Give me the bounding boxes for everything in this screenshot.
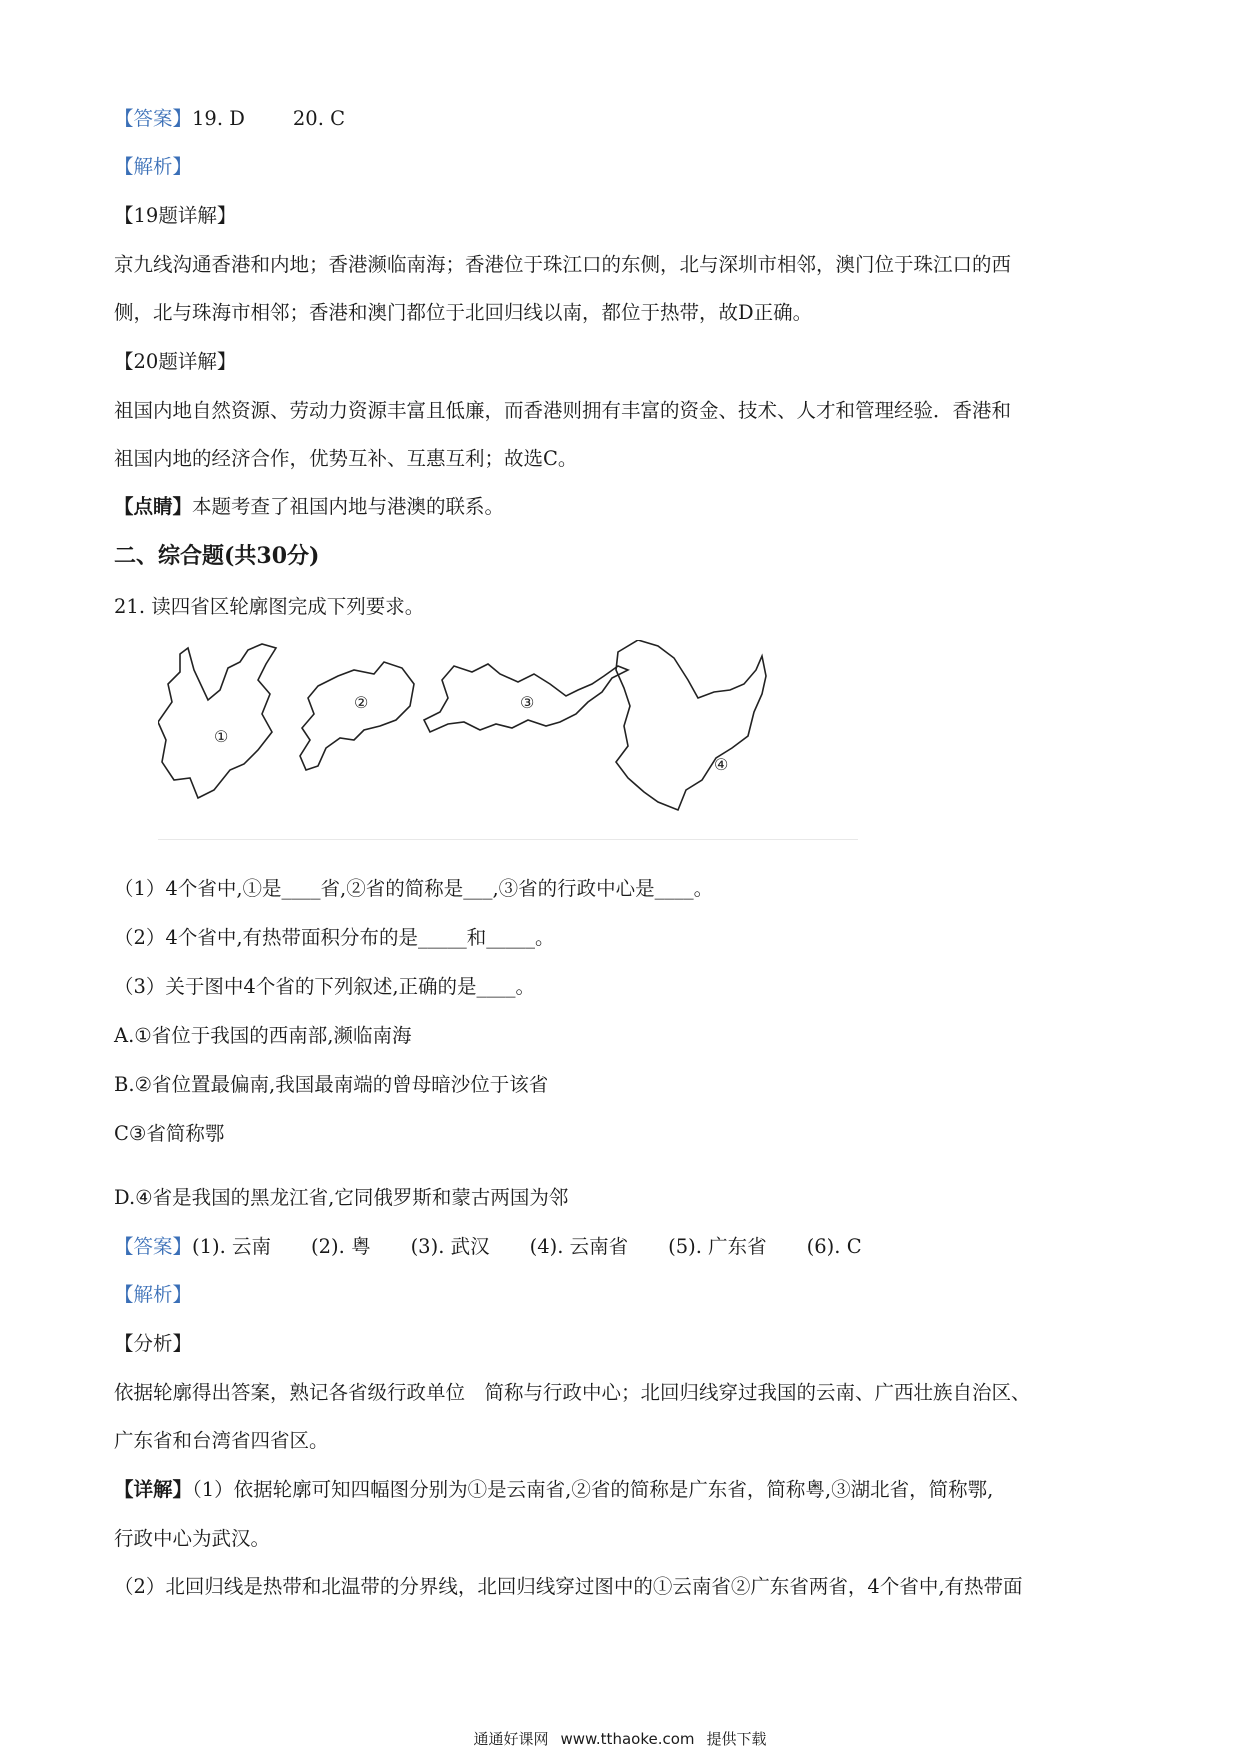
- page-footer: [0, 1728, 1240, 1749]
- analysis-tag: 【解析】: [114, 155, 193, 178]
- q19-text-2: 侧，北与珠海市相邻；香港和澳门都位于北回归线以南，都位于热带，故D正确。: [114, 301, 813, 324]
- q21-option-c: C③省简称鄂: [114, 1122, 225, 1145]
- point-text: 本题考查了祖国内地与港澳的联系。: [192, 495, 505, 518]
- map-label-3: ③: [520, 693, 535, 712]
- q20-text-2: 祖国内地的经济合作，优势互补、互惠互利；故选C。: [114, 447, 578, 470]
- q21-analysis-2: 广东省和台湾省四省区。: [114, 1429, 329, 1452]
- q21-answer-3: (3). 武汉: [410, 1235, 490, 1258]
- province-outline-map: [158, 640, 858, 840]
- province-outline-1: [158, 644, 276, 798]
- footer-note: 提供下载: [706, 1730, 767, 1748]
- section-heading: 二、综合题(共30分): [114, 543, 320, 569]
- q21-sub2: （2）4个省中,有热带面积分布的是_____和_____。: [114, 926, 555, 949]
- q21-detail-tag: 【详解】: [114, 1478, 193, 1501]
- q21-answer-1: (1). 云南: [192, 1235, 272, 1258]
- q21-sub1: （1）4个省中,①是____省,②省的简称是___,③省的行政中心是____。: [114, 877, 714, 900]
- q20-detail-tag: 【20题详解】: [114, 350, 237, 373]
- q19-detail-tag: 【19题详解】: [114, 204, 237, 227]
- analysis-line: [114, 154, 192, 180]
- q21-analysis-sub-tag: 【分析】: [114, 1332, 193, 1355]
- map-label-2: ②: [354, 693, 369, 712]
- q21-stem: 21. 读四省区轮廓图完成下列要求。: [114, 595, 425, 618]
- footer-site: 通通好课网: [473, 1730, 549, 1748]
- point-tag: 【点睛】: [114, 495, 193, 518]
- map-label-1: ①: [214, 727, 229, 746]
- q21-answer-tag: 【答案】: [114, 1235, 193, 1258]
- q21-sub3: （3）关于图中4个省的下列叙述,正确的是____。: [114, 975, 536, 998]
- q21-answer-6: (6). C: [806, 1235, 862, 1258]
- q20-text-1: 祖国内地自然资源、劳动力资源丰富且低廉，而香港则拥有丰富的资金、技术、人才和管理经验．香港和: [114, 399, 1012, 422]
- q21-detail-1: （1）依据轮廓可知四幅图分别为①是云南省,②省的简称是广东省，简称粤,③湖北省，简称鄂,: [192, 1478, 994, 1501]
- q21-detail-2: 行政中心为武汉。: [114, 1527, 271, 1550]
- answer-19: 19. D: [192, 107, 245, 130]
- q21-answer-2: (2). 粤: [311, 1235, 371, 1258]
- map-label-4: ④: [714, 755, 729, 774]
- q19-20-answer-line: [114, 106, 345, 132]
- q21-analysis-line: [114, 1282, 192, 1308]
- q21-analysis-1: 依据轮廓得出答案，熟记各省级行政单位 简称与行政中心；北回归线穿过我国的云南、广西壮族自治区、: [114, 1381, 1031, 1404]
- q21-option-a: A.①省位于我国的西南部,濒临南海: [114, 1024, 412, 1047]
- q21-option-b: B.②省位置最偏南,我国最南端的曾母暗沙位于该省: [114, 1073, 549, 1096]
- footer-url[interactable]: www.tthaoke.com: [560, 1730, 695, 1748]
- point-line: [114, 494, 504, 520]
- q21-answer-4: (4). 云南省: [529, 1235, 629, 1258]
- q21-detail-3: （2）北回归线是热带和北温带的分界线，北回归线穿过图中的①云南省②广东省两省，4个省中,有热带面: [114, 1575, 1023, 1598]
- province-outline-2: [300, 662, 414, 770]
- answer-20: 20. C: [292, 107, 346, 130]
- answer-tag: 【答案】: [114, 107, 193, 130]
- q21-answer-line: [114, 1234, 902, 1260]
- q21-detail-line-1: [114, 1477, 993, 1503]
- q19-text-1: 京九线沟通香港和内地；香港濒临南海；香港位于珠江口的东侧，北与深圳市相邻，澳门位于珠江口的西: [114, 253, 1012, 276]
- q21-analysis-tag: 【解析】: [114, 1283, 193, 1306]
- q21-answer-5: (5). 广东省: [668, 1235, 767, 1258]
- province-outline-4: [616, 640, 766, 810]
- q21-option-d: D.④省是我国的黑龙江省,它同俄罗斯和蒙古两国为邻: [114, 1186, 569, 1209]
